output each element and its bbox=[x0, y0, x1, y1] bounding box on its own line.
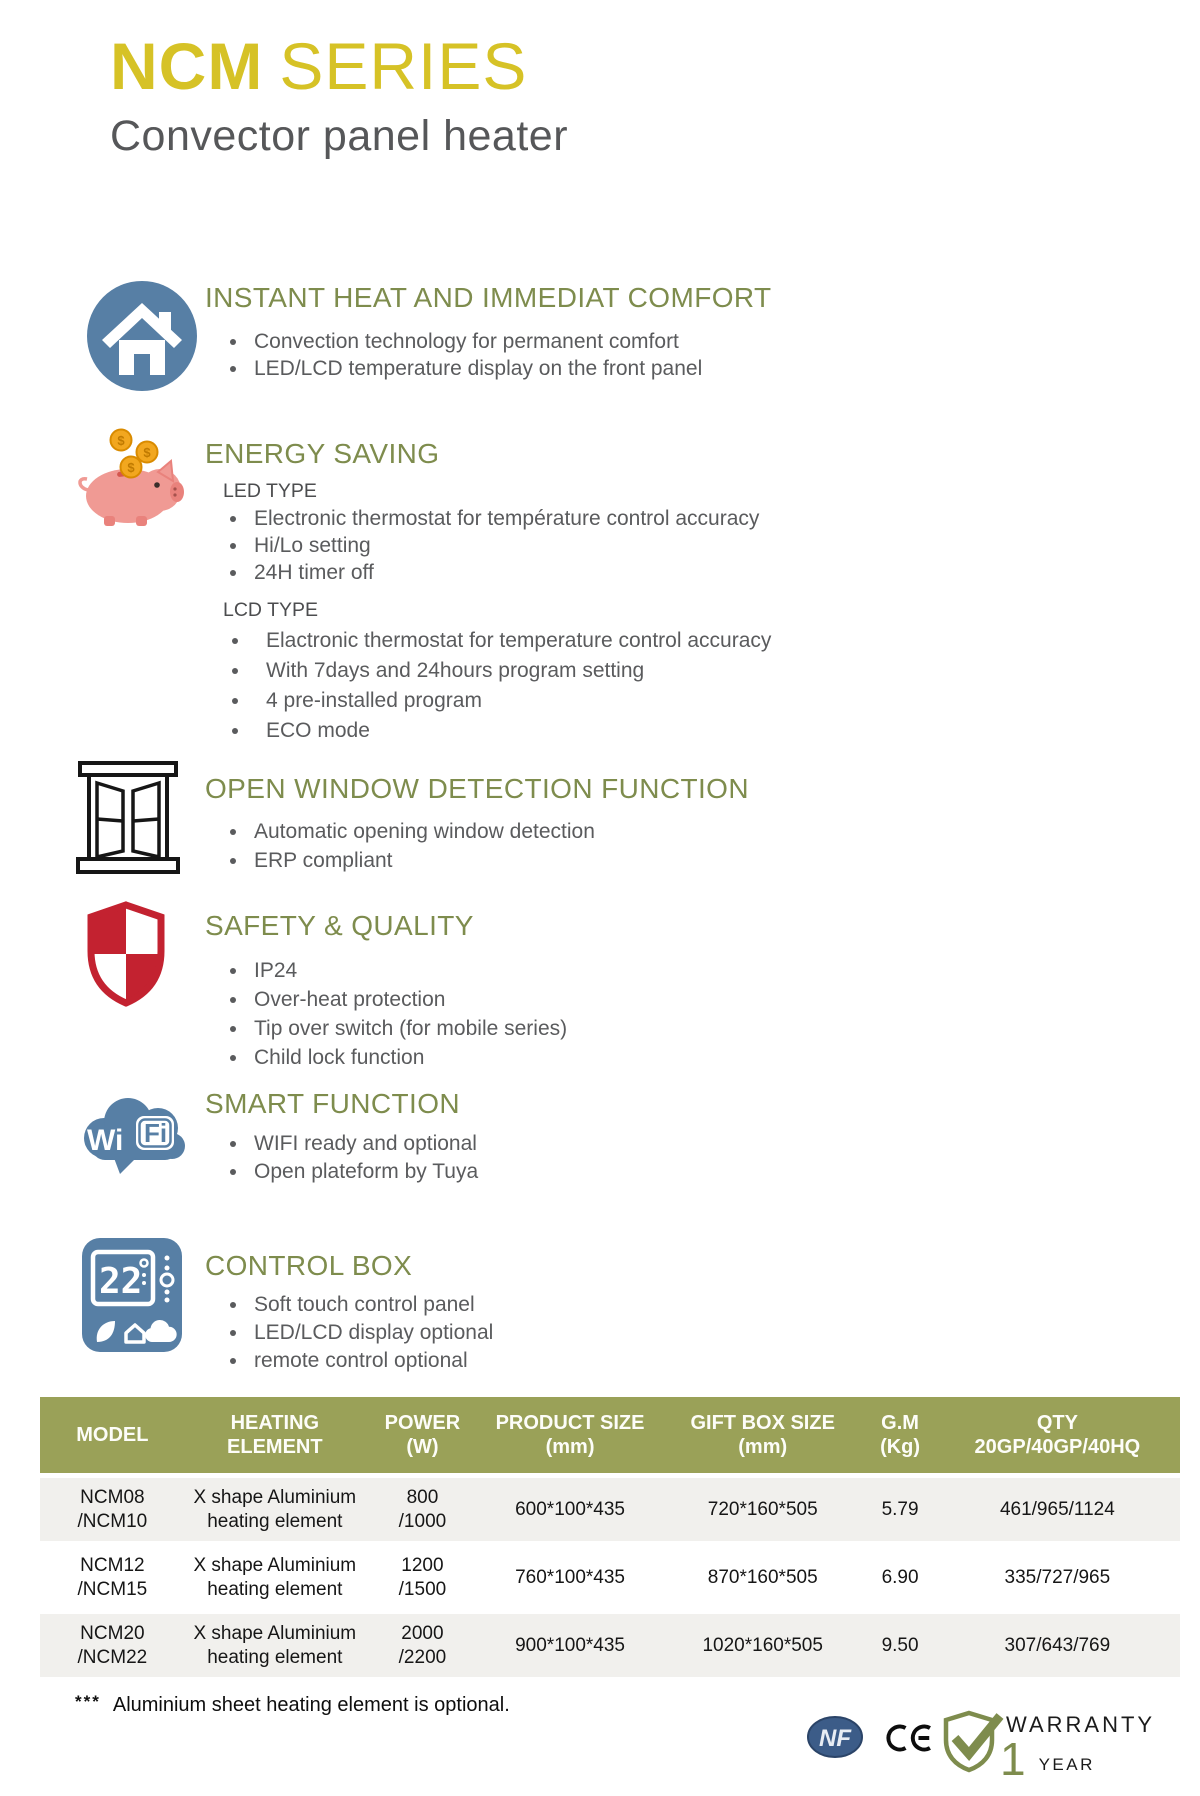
cell-line: X shape Aluminium bbox=[193, 1623, 357, 1645]
cell-model bbox=[40, 1614, 185, 1677]
section-control-box bbox=[205, 1250, 965, 1375]
bullet-item: • 4 pre-installed program bbox=[251, 686, 965, 716]
header-line: MODEL bbox=[76, 1423, 149, 1446]
series-label: SERIES bbox=[279, 29, 528, 103]
bullet-item: • IP24 bbox=[249, 956, 965, 985]
cell-line: heating element bbox=[207, 1646, 343, 1668]
cell-line: 760*100*435 bbox=[515, 1566, 625, 1588]
bullet-item: • Open plateform by Tuya bbox=[249, 1158, 965, 1186]
cell-power bbox=[365, 1478, 480, 1541]
cell-line: X shape Aluminium bbox=[193, 1555, 357, 1577]
table-row bbox=[40, 1614, 1180, 1677]
thermostat-temp-value: 22 bbox=[99, 1261, 143, 1302]
coin-symbol: $ bbox=[143, 445, 151, 460]
header-line: HEATING bbox=[230, 1411, 320, 1434]
warranty-title: WARRANTY bbox=[1006, 1712, 1156, 1737]
bullet-item: • Convection technology for permanent comfort bbox=[249, 328, 965, 355]
cell-gm bbox=[865, 1546, 935, 1609]
bullet-item: • ERP compliant bbox=[249, 846, 965, 875]
column-header-model bbox=[40, 1397, 185, 1473]
column-header-gm bbox=[865, 1397, 935, 1473]
bullet-item: • Over-heat protection bbox=[249, 985, 965, 1014]
footnote-stars: *** bbox=[75, 1692, 101, 1711]
bullet-item: • Hi/Lo setting bbox=[249, 532, 965, 559]
bullet-list bbox=[205, 328, 965, 382]
cell-line: 1020*160*505 bbox=[702, 1634, 823, 1656]
cell-qty bbox=[935, 1478, 1180, 1541]
page-title bbox=[110, 28, 527, 104]
bullet-item: • Elactronic thermostat for temperature control accuracy bbox=[251, 626, 965, 656]
lcd-type-label: LCD TYPE bbox=[223, 599, 319, 621]
cell-line: NCM20 bbox=[80, 1623, 145, 1645]
section-heading: ENERGY SAVING bbox=[205, 438, 440, 469]
footnote bbox=[75, 1692, 510, 1717]
bullet-item: • remote control optional bbox=[249, 1347, 965, 1375]
header-line: G.M bbox=[881, 1411, 919, 1434]
cell-power bbox=[365, 1546, 480, 1609]
cell-line: 2000 bbox=[401, 1623, 444, 1645]
section-heading: SAFETY & QUALITY bbox=[205, 910, 474, 941]
header-line: 20GP/40GP/40HQ bbox=[974, 1436, 1141, 1458]
bullet-list bbox=[205, 626, 965, 746]
header-line: ELEMENT bbox=[227, 1436, 323, 1458]
section-heading: CONTROL BOX bbox=[205, 1250, 413, 1281]
bullet-item: • Child lock function bbox=[249, 1043, 965, 1072]
bullet-item: • With 7days and 24hours program setting bbox=[251, 656, 965, 686]
bullet-item: • Tip over switch (for mobile series) bbox=[249, 1014, 965, 1043]
thermostat-icon bbox=[82, 1238, 182, 1352]
column-header-qty bbox=[935, 1397, 1180, 1473]
cell-line: 900*100*435 bbox=[515, 1634, 625, 1656]
bullet-item: • LED/LCD display optional bbox=[249, 1319, 965, 1347]
house-icon bbox=[86, 280, 198, 392]
piggy-bank-icon bbox=[74, 428, 190, 528]
nf-label: NF bbox=[819, 1725, 851, 1752]
table-row bbox=[40, 1478, 1180, 1541]
cell-line: /NCM15 bbox=[77, 1578, 148, 1600]
bullet-item: • Automatic opening window detection bbox=[249, 817, 965, 846]
cell-line: 335/727/965 bbox=[1004, 1566, 1111, 1588]
bullet-list bbox=[205, 1130, 965, 1186]
cell-product-size bbox=[480, 1478, 660, 1541]
cell-gm bbox=[865, 1478, 935, 1541]
section-energy-saving bbox=[205, 438, 965, 746]
cell-model bbox=[40, 1478, 185, 1541]
bullet-item: • Soft touch control panel bbox=[249, 1291, 965, 1319]
header-line: (Kg) bbox=[880, 1436, 921, 1458]
brand-name: NCM bbox=[110, 29, 264, 103]
section-safety-quality bbox=[205, 910, 965, 1072]
cell-line: 720*160*505 bbox=[707, 1498, 818, 1520]
cell-line: 800 bbox=[406, 1487, 439, 1509]
nf-certification-icon bbox=[806, 1714, 864, 1765]
header-line: (mm) bbox=[738, 1436, 788, 1458]
bullet-list bbox=[205, 505, 965, 586]
cell-line: 5.79 bbox=[881, 1498, 919, 1520]
coin-symbol: $ bbox=[117, 433, 125, 448]
bullet-list bbox=[205, 817, 965, 875]
bullet-item: • ECO mode bbox=[251, 716, 965, 746]
cell-power bbox=[365, 1614, 480, 1677]
column-header-product-size bbox=[480, 1397, 660, 1473]
cell-line: 6.90 bbox=[881, 1566, 919, 1588]
cell-line: 1200 bbox=[401, 1555, 444, 1577]
cell-line: 9.50 bbox=[881, 1634, 919, 1656]
cell-line: /2200 bbox=[398, 1646, 447, 1668]
column-header-power bbox=[365, 1397, 480, 1473]
table-row bbox=[40, 1546, 1180, 1609]
cell-product-size bbox=[480, 1614, 660, 1677]
section-smart-function bbox=[205, 1088, 965, 1186]
coin-symbol: $ bbox=[127, 460, 135, 475]
cell-line: /NCM10 bbox=[77, 1510, 148, 1532]
cell-line: X shape Aluminium bbox=[193, 1487, 357, 1509]
cell-heating-element bbox=[185, 1478, 365, 1541]
section-open-window bbox=[205, 773, 965, 875]
open-window-icon bbox=[76, 760, 180, 876]
warranty-badge bbox=[1000, 1712, 1156, 1785]
cell-line: 307/643/769 bbox=[1004, 1634, 1111, 1656]
bullet-item: • Electronic thermostat for température control accuracy bbox=[249, 505, 965, 532]
warranty-year-label: YEAR bbox=[1038, 1755, 1095, 1774]
column-header-heating-element bbox=[185, 1397, 365, 1473]
cell-gift-box-size bbox=[660, 1546, 865, 1609]
warranty-number: 1 bbox=[1000, 1733, 1026, 1785]
wifi-icon bbox=[78, 1092, 190, 1176]
cell-gift-box-size bbox=[660, 1478, 865, 1541]
table-header-row bbox=[40, 1397, 1180, 1473]
cell-line: /1500 bbox=[398, 1578, 447, 1600]
ce-mark-icon bbox=[884, 1722, 940, 1759]
header-line: QTY bbox=[1036, 1411, 1078, 1434]
bullet-item: • WIFI ready and optional bbox=[249, 1130, 965, 1158]
column-header-gift-box-size bbox=[660, 1397, 865, 1473]
bullet-item: • LED/LCD temperature display on the front panel bbox=[249, 355, 965, 382]
cell-qty bbox=[935, 1614, 1180, 1677]
section-heading: SMART FUNCTION bbox=[205, 1088, 461, 1119]
cell-model bbox=[40, 1546, 185, 1609]
cell-product-size bbox=[480, 1546, 660, 1609]
cell-line: NCM12 bbox=[80, 1555, 145, 1577]
bullet-item: • 24H timer off bbox=[249, 559, 965, 586]
section-heading: INSTANT HEAT AND IMMEDIAT COMFORT bbox=[205, 282, 772, 313]
footnote-text: Aluminium sheet heating element is optional. bbox=[112, 1694, 510, 1716]
header-line: (mm) bbox=[545, 1436, 595, 1458]
cell-line: 600*100*435 bbox=[515, 1498, 625, 1520]
wifi-fi-label: Fi bbox=[144, 1118, 168, 1148]
header-line: (W) bbox=[406, 1436, 439, 1458]
cell-line: /1000 bbox=[398, 1510, 447, 1532]
cell-gm bbox=[865, 1614, 935, 1677]
cell-heating-element bbox=[185, 1546, 365, 1609]
cell-line: heating element bbox=[207, 1510, 343, 1532]
cell-line: NCM08 bbox=[80, 1487, 145, 1509]
shield-icon bbox=[86, 901, 166, 1007]
led-type-label: LED TYPE bbox=[223, 480, 317, 502]
cell-line: /NCM22 bbox=[77, 1646, 148, 1668]
section-instant-heat bbox=[205, 282, 965, 382]
header-line: GIFT BOX SIZE bbox=[690, 1411, 835, 1434]
cell-qty bbox=[935, 1546, 1180, 1609]
cell-line: 461/965/1124 bbox=[999, 1498, 1115, 1520]
warranty-duration bbox=[1000, 1733, 1155, 1785]
cell-line: heating element bbox=[207, 1578, 343, 1600]
spec-table bbox=[40, 1397, 1180, 1677]
cell-gift-box-size bbox=[660, 1614, 865, 1677]
bullet-list bbox=[205, 956, 965, 1072]
wifi-wi-label: Wi bbox=[87, 1124, 124, 1157]
bullet-list bbox=[205, 1291, 965, 1375]
section-heading: OPEN WINDOW DETECTION FUNCTION bbox=[205, 773, 749, 804]
cell-heating-element bbox=[185, 1614, 365, 1677]
header-line: POWER bbox=[384, 1411, 461, 1434]
page-subtitle: Convector panel heater bbox=[110, 112, 569, 160]
header-line: PRODUCT SIZE bbox=[495, 1411, 645, 1434]
cell-line: 870*160*505 bbox=[707, 1566, 818, 1588]
